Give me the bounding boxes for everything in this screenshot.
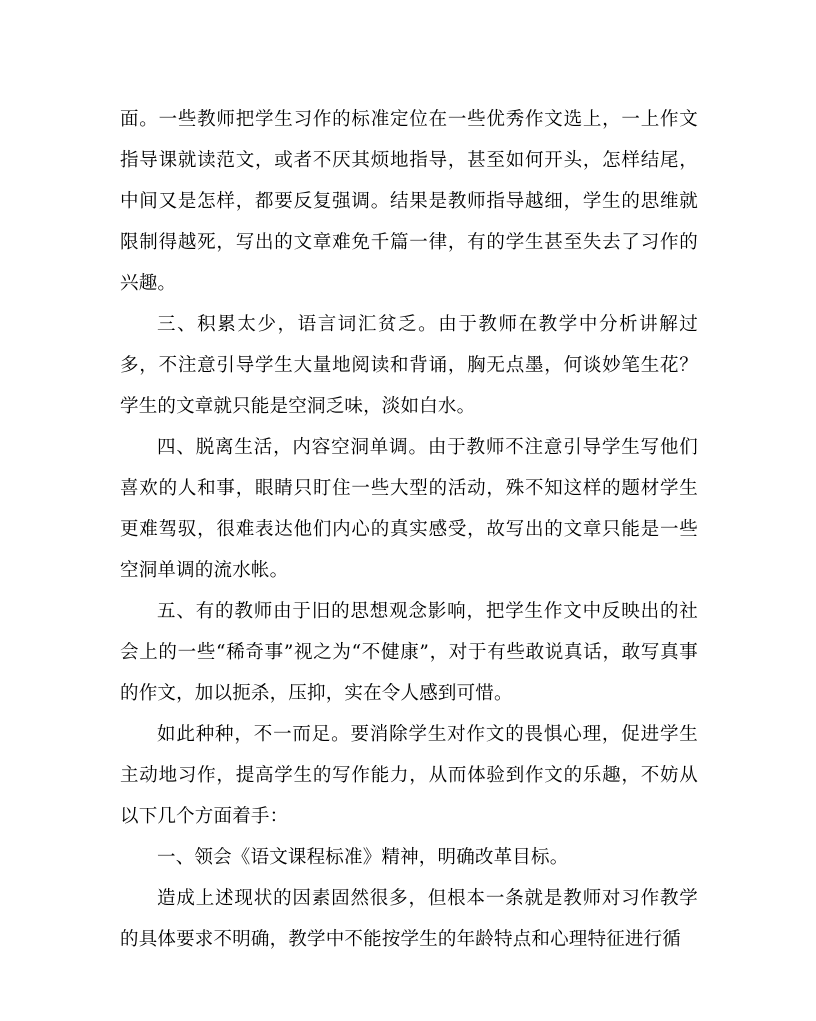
document-page [120,99,698,960]
paragraph-6: 一、领会《语文课程标准》精神，明确改革目标。 [157,847,569,868]
paragraph-3: 四、脱离生活，内容空洞单调。由于教师不注意引导学生写他们喜欢的人和事，眼睛只盯住一些大型的活动，殊不知这样的题材学生更难驾驭，很难表达他们内心的真实感受，故写出的文章只能是一些空洞单调的流水帐。 [120,437,698,581]
paragraph-2: 三、积累太少，语言词汇贫乏。由于教师在教学中分析讲解过多，不注意引导学生大量地阅读和背诵，胸无点墨，何谈妙笔生花？学生的文章就只能是空洞乏味，淡如白水。 [120,314,698,417]
paragraph-4: 五、有的教师由于旧的思想观念影响，把学生作文中反映出的社会上的一些“稀奇事”视之为“不健康”，对于有些敢说真话，敢写真事的作文，加以扼杀，压抑，实在令人感到可惜。 [120,601,698,704]
paragraph-1: 面。一些教师把学生习作的标准定位在一些优秀作文选上，一上作文指导课就读范文，或者不厌其烦地指导，甚至如何开头，怎样结尾，中间又是怎样，都要反复强调。结果是教师指导越细，学生的思维就限制得越死，写出的文章难免千篇一律，有的学生甚至失去了习作的兴趣。 [120,109,698,294]
paragraph-5: 如此种种，不一而足。要消除学生对作文的畏惧心理，促进学生主动地习作，提高学生的写作能力，从而体验到作文的乐趣，不妨从以下几个方面着手： [120,724,698,827]
paragraph-7: 造成上述现状的因素固然很多，但根本一条就是教师对习作教学的具体要求不明确，教学中不能按学生的年龄特点和心理特征进行循 [120,888,698,950]
